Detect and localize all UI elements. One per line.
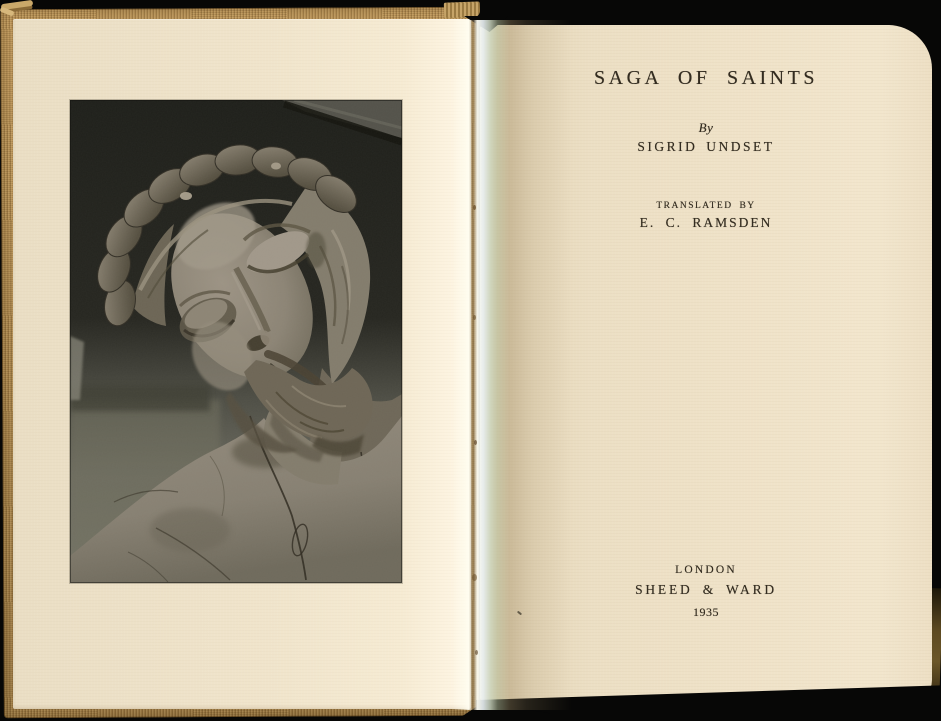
translator-name: E. C. RAMSDEN — [639, 215, 773, 230]
byline-prefix: By — [698, 120, 714, 135]
publication-year: 1935 — [693, 605, 719, 619]
author-name: SIGRID UNDSET — [637, 139, 775, 154]
imprint-city: LONDON — [675, 564, 737, 576]
frontispiece-photo — [70, 100, 402, 583]
translated-label: TRANSLATED BY — [656, 201, 756, 211]
book-title: SAGA OF SAINTS — [594, 67, 818, 89]
title-page — [480, 25, 932, 702]
gutter-crease-specks — [473, 205, 476, 210]
publisher-name: SHEED & WARD — [635, 582, 777, 597]
left-page — [13, 19, 471, 709]
